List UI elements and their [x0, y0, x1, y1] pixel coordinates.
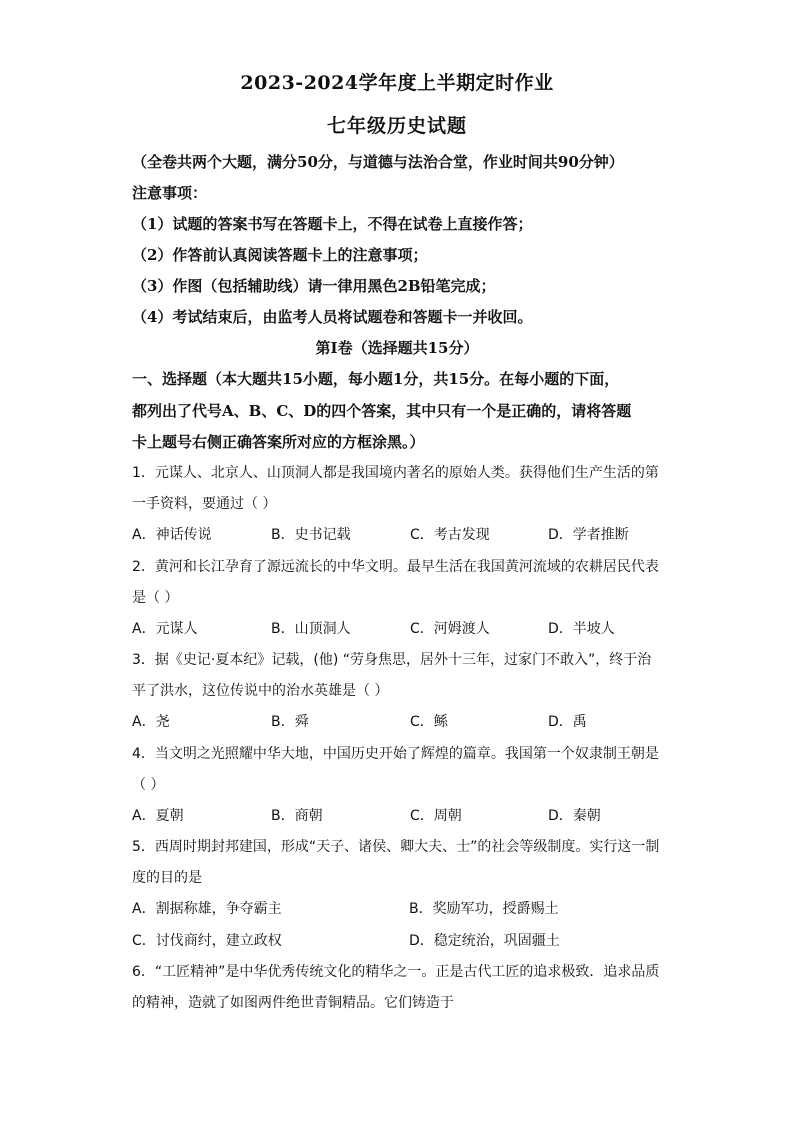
note-item: （1）试题的答案书写在答题卡上，不得在试卷上直接作答；: [132, 215, 533, 233]
notes-title: 注意事项：: [132, 184, 208, 202]
question-stem: 一手资料，要通过（ ）: [132, 496, 277, 512]
note-item: （3）作图（包括辅助线）请一律用黑色2B铅笔完成；: [132, 277, 496, 295]
section-heading: 第I卷（选择题共15分）: [315, 339, 479, 357]
option-a: A．元谋人: [132, 621, 198, 637]
exam-subtitle: 七年级历史试题: [326, 115, 467, 137]
option-a: A．尧: [132, 714, 170, 730]
option-a: A．夏朝: [132, 808, 184, 824]
option-d: D．稳定统治，巩固疆土: [409, 933, 560, 949]
exam-title: 2023-2024学年度上半期定时作业: [240, 72, 554, 94]
section-instructions: 卡上题号右侧正确答案所对应的方框涂黑。）: [132, 433, 425, 451]
question-stem: 6．“工匠精神”是中华优秀传统文化的精华之一。正是古代工匠的追求极致．追求品质: [132, 964, 660, 980]
exam-scope: （全卷共两个大题，满分50分，与道德与法治合堂，作业时间共90分钟）: [132, 153, 624, 171]
question-stem: 1．元谋人、北京人、山顶洞人都是我国境内著名的原始人类。获得他们生产生活的第: [132, 465, 659, 481]
section-instructions: 都列出了代号A、B、C、D的四个答案，其中只有一个是正确的，请将答题: [132, 402, 632, 420]
option-c: C．考古发现: [410, 527, 490, 543]
option-d: D．半坡人: [548, 621, 615, 637]
question-stem: 2．黄河和长江孕育了源远流长的中华文明。最早生活在我国黄河流域的农耕居民代表: [132, 559, 659, 575]
question-stem: （ ）: [132, 777, 165, 793]
option-c: C．周朝: [410, 808, 462, 824]
option-b: B．山顶洞人: [271, 621, 351, 637]
option-c: C．鲧: [410, 714, 448, 730]
question-stem: 4．当文明之光照耀中华大地，中国历史开始了辉煌的篇章。我国第一个奴隶制王朝是: [132, 746, 659, 762]
option-a: A．神话传说: [132, 527, 212, 543]
option-b: B．史书记载: [271, 527, 351, 543]
question-stem: 5．西周时期封邦建国，形成“天子、诸侯、卿大夫、士”的社会等级制度。实行这一制: [132, 839, 660, 855]
note-item: （4）考试结束后，由监考人员将试题卷和答题卡一并收回。: [132, 308, 533, 326]
question-stem: 的精神，造就了如图两件绝世青铜精品。它们铸造于: [132, 995, 454, 1011]
question-stem: 3．据《史记·夏本纪》记载，(他) “劳身焦思，居外十三年，过家门不敢入”，终于治: [132, 652, 652, 668]
option-c: C．讨伐商纣，建立政权: [132, 933, 282, 949]
option-b: B．奖励军功，授爵赐土: [409, 901, 559, 917]
question-stem: 度的目的是: [132, 870, 202, 886]
question-stem: 是（ ）: [132, 590, 179, 606]
option-d: D．学者推断: [548, 527, 629, 543]
option-b: B．舜: [271, 714, 309, 730]
note-item: （2）作答前认真阅读答题卡上的注意事项；: [132, 246, 428, 264]
question-stem: 平了洪水，这位传说中的治水英雄是（ ）: [132, 683, 389, 699]
option-c: C．河姆渡人: [410, 621, 490, 637]
option-d: D．禹: [548, 714, 587, 730]
option-b: B．商朝: [271, 808, 323, 824]
section-instructions: 一、选择题（本大题共15小题，每小题1分，共15分。在每小题的下面，: [132, 370, 620, 388]
option-d: D．秦朝: [548, 808, 601, 824]
option-a: A．割据称雄，争夺霸主: [132, 901, 282, 917]
